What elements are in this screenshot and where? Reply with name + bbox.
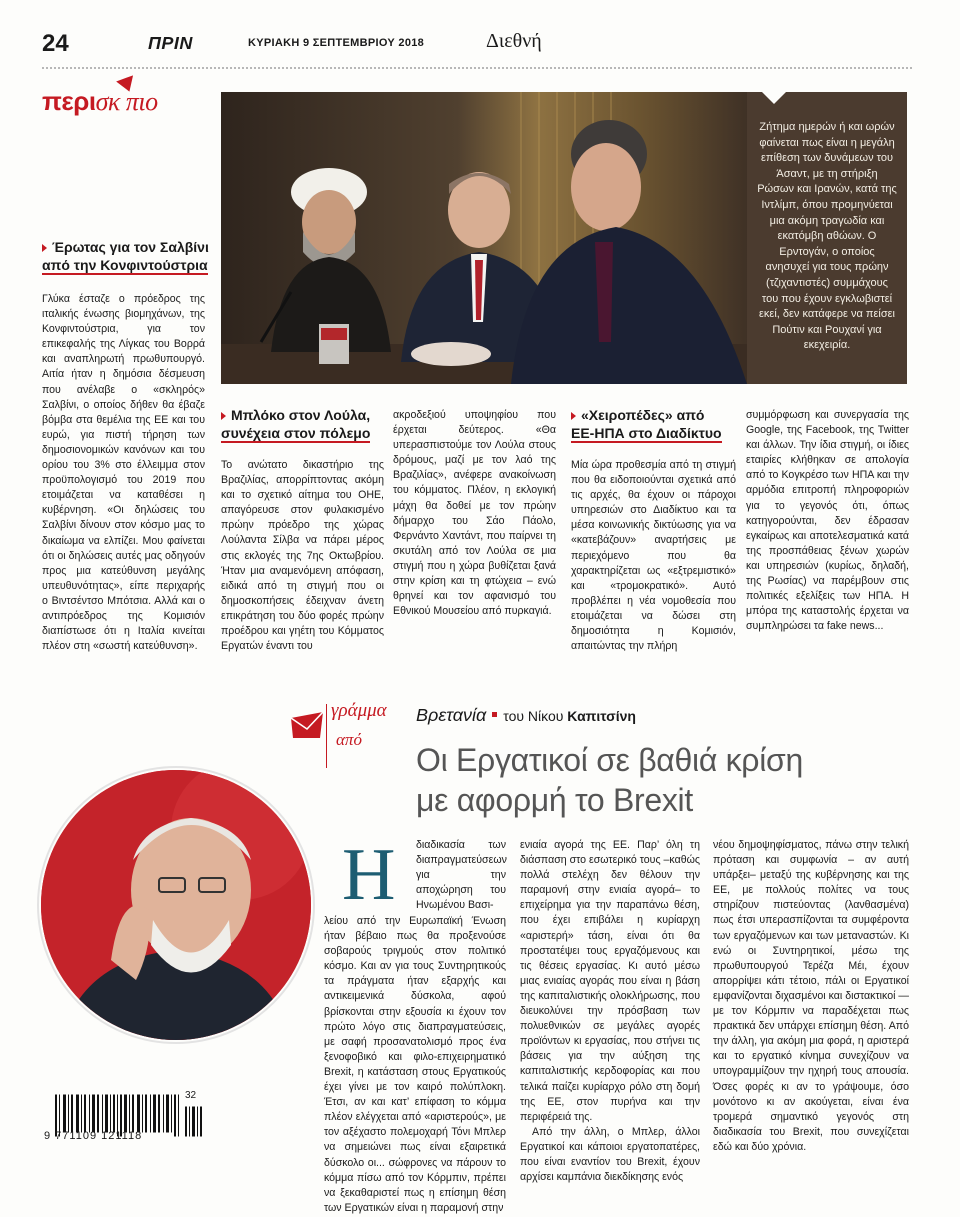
corbyn-portrait — [41, 770, 311, 1040]
barcode-number: 9 771109 121118 — [44, 1130, 143, 1142]
periskopio-part1: περι — [42, 86, 96, 116]
letter-byline — [503, 708, 636, 724]
letter-col2-p1: ενιαία αγορά της ΕΕ. Παρ’ όλη τη διάσπαση στο εσωτερικό τους –καθώς πολλά στελέχη δεν θέλουν την παραμονή στην ενιαία αγορά– το επιχείρημα για την παραπάνω θέση, που έχει επιβάλει η κυρίαρχη «αριστερή» τάση, είναι ότι θα προστατέψει τους εργαζόμενους και τις θέσεις εργασίας. Κι αυτό μέσω μιας ενιαίας αγοράς που είναι η βάση της καπιταλιστικής ολοκλήρωσης, που διευκολύνει την πρόσβαση των πολυεθνικών σε μεγάλες αγορές προϊόντων κι εργασίας, που στήνει τις βάσεις για την αύξηση της καπιταλιστικής κερδοφορίας και που τελικά παίζει κυρίαρχο ρόλο στη δομή της ΕΕ, στον πυρήνα και την περιφέρειά της. — [520, 839, 700, 1123]
periskopio-logo — [42, 86, 158, 117]
portrait-illustration — [41, 770, 311, 1040]
letter-col1-body: λείου από την Ευρωπαϊκή Ένωση ήταν βέβαιο πως θα προξενούσε σοβαρούς τριγμούς στον πολιτικό κόσμο. Και αν για τους Συντηρητικούς τα πράγματα ήταν εξαρχής και αντικειμενικά δύσκολα, αφού βρίσκονται στην εξουσία κι έχουν τον πρώτο λόγο στις διαπραγματεύσεις, με σαφή προσανατολισμό προς ένα ξενοφοβικό και φιλο-επιχειρηματικό Brexit, η κατάσταση στους Εργατικούς έχει γίνει με τον καιρό πολύπλοκη. Έτσι, αν και κατ’ επίφαση το κόμμα πλέον ελέγχεται από «αριστερούς», με τον αξέχαστο πολεμοχαρή Τόνι Μπλερ να σημειώνει πως είναι εξαιρετικά δύσκολο οι... σώφρονες να πάρουν το κόμμα πίσω από τον Κόρμπιν, πρέπει να ξεκαθαριστεί πως η επίσημη θέση των Εργατικών είναι η παραμονή στην — [324, 915, 506, 1214]
photo-caption-box — [747, 92, 907, 384]
letter-country-name: Βρετανία — [416, 705, 487, 725]
article3-heading-line2: ΕΕ-ΗΠΑ στο Διαδίκτυο — [571, 425, 722, 441]
letter-col1-lead: διαδικασία των διαπραγματεύσεων για την αποχώρηση του Ηνωμένου Βασι- — [416, 839, 507, 912]
red-dot-icon — [492, 712, 497, 717]
photo-illustration — [221, 92, 747, 384]
page-number: 24 — [42, 30, 69, 57]
letter-country — [416, 705, 636, 726]
article2-body-col1: Το ανώτατο δικαστήριο της Βραζιλίας, απορρίπτοντας ακόμη και το σχετικό αίτημα του ΟΗΕ, απαγόρευσε στον φυλακισμένο πρώην πρόεδρο της χώρας Λούλαντα Σίλβα να πάρει μέρος στις εκλογές της 7ης Οκτωβρίου. Ήταν μια αναμενόμενη απόφαση, ειδικά από τη στιγμή που οι δημοσκοπήσεις έδειχναν άνετη επικράτηση του δύο φορές πρώην προέδρου και γηέτη του Κόμματος Εργατών έναντι του — [221, 459, 384, 653]
letter-col2-p2: Από την άλλη, ο Μπλερ, άλλοι Εργατικοί και κάποιοι εργατοπατέρες, που είναι εναντίον του Brexit, έχουν αρχίσει καμπάνια διεκδίκησης ενός — [520, 1125, 700, 1184]
byline-name: Καπιτσίνη — [567, 708, 636, 724]
letter-col3: νέου δημοψηφίσματος, πάνω στην τελική πρόταση και συμφωνία – αν αυτή υπάρξει– μεταξύ της κυβέρνησης και της ΕΕ, με πολλούς πολίτες να τους στηρίζουν πιστεύοντας (λανθασμένα) πως έτσι υπερασπίζονται τα συμφέροντα των εργαζόμενων και των μεταναστών. Κι ενώ οι Συντηρητικοί, μέσω της πρωθυπουργού Τερέζα Μέι, έχουν απορρίψει κάτι τέτοιο, πάλι οι Εργατικοί εμφανίζονται διχασμένοι και διστακτικοί — με τον Κόρμπιν να παραδέχεται πως πρακτικά δεν υπάρχει επίσημη θέση. Από την άλλη, για ακόμη μια φορά, η αριστερά και το εργατικό κίνημα συνεχίζουν να υπογραμμίζουν την ηχηρή τους απουσία. Όσες φορές κι αν το γράψουμε, όσο μονότονο κι αν ακούγεται, είναι ένα τρομερά σημαντικό γεγονός στη διαδικασία του Brexit, που συνεχίζεται εδώ και δύο χρόνια. — [713, 839, 909, 1153]
envelope-icon — [290, 710, 324, 740]
periskopio-part2: σκ πιο — [95, 87, 158, 116]
barcode-supplement: 32 — [185, 1090, 197, 1101]
header-divider — [42, 67, 912, 69]
letter-label-from: από — [336, 730, 362, 749]
article1-body: Γλύκα έσταζε ο πρόεδρος της ιταλικής ένωσης βιομηχάνων, της Κονφιντούστρια, για τον επικεφαλής της Λίγκας του Βορρά και αναπληρωτή πρωθυπουργό. Αιτία ήταν η δημόσια δέσμευση που ανέλαβε ο «σκληρός» Σαλβίνι, ο οποίος δήθεν θα έβαζε βόμβα στα θεμέλια της ΕΕ και του ευρώ, για πιστή τήρηση των δημοσιονομικών κανόνων και του ορίου του 3% στο έλλειμμα στον προϋπολογισμό του 2019 που ετοιμάζεται να καταθέσει η κυβέρνηση. «Οι δηλώσεις του Σαλβίνι δίνουν στον κόσμο μας το δικαίωμα να ελπίζει. Μου φαίνεται ότι οι δηλώσεις αυτές μας οδηγούν προς μια κατεύθυνση μεγάλης υπευθυνότητας», είπε περιχαρής ο Βιντσέντσο Μπότσια. Αλλά και ο αντιπρόεδρος της Κομισιόν διαπίστωσε ότι η Ιταλία κινείται πλέον στη «σωστή κατεύθυνση». — [42, 293, 205, 653]
section-title: Διεθνή — [486, 30, 542, 52]
letter-label: γράμμα — [331, 700, 387, 721]
publication-logo: ΠΡΙΝ — [148, 33, 193, 53]
caption-notch — [762, 92, 786, 104]
article3-body-col1: Μία ώρα προθεσμία από τη στιγμή που θα ειδοποιούνται σχετικά από τις αρχές, θα έχουν οι πάροχοι υπηρεσιών στο Διαδίκτυο και τα μέσα κοινωνικής δικτύωσης για να «κατεβάζουν» αναρτήσεις με περιεχόμενο που θα χαρακτηρίζεται ως «εξτρεμιστικό» και «τρομοκρατικό». Αυτό προβλέπει η νέα νομοθεσία που ετοιμάζεται να δώσει στη δημοσιότητα η Κομισιόν, απαιτώντας την πλήρη — [571, 459, 736, 653]
letter-label-divider — [326, 704, 327, 768]
photo-caption: Ζήτημα ημερών ή και ωρών φαίνεται πως είναι η μεγάλη επίθεση των δυνάμεων του Άσαντ, με τη στήριξη Ρώσων και Ιρανών, κατά της Ιντλίμπ, όπου προμηνύεται μια ακόμη τραγωδία και εκατόμβη αθώων. Ο Ερντογάν, ο οποίος ανησυχεί για τους πρώην (τζιχαντιστές) συμμάχους του που έχουν εγκλωβιστεί εκεί, δεν κατάφερε να πείσει Πούτιν και Ρουχανί για εκεχειρία. — [757, 121, 897, 352]
article1-heading-line1: Έρωτας για τον Σαλβίνι — [52, 239, 209, 255]
article1-heading-line2: από την Κονφιντούστρια — [42, 257, 208, 273]
byline-prefix: του Νίκου — [503, 708, 564, 724]
article3-heading — [571, 406, 741, 442]
article2-heading — [221, 406, 391, 442]
dropcap: Η — [342, 834, 396, 916]
letter-title — [416, 740, 876, 820]
triangle-bullet-icon — [42, 244, 47, 252]
triangle-bullet-icon — [221, 412, 226, 420]
letter-title-line1: Οι Εργατικοί σε βαθιά κρίση — [416, 742, 803, 778]
article2-heading-line2: συνέχεια στον πόλεμο — [221, 425, 371, 441]
triangle-bullet-icon — [571, 412, 576, 420]
article2-heading-line1: Μπλόκο στον Λούλα, — [231, 407, 371, 423]
article1-heading — [42, 238, 212, 274]
letter-title-line2: με αφορμή το Brexit — [416, 782, 693, 818]
leaders-summit-photo — [221, 92, 747, 384]
article3-heading-line1: «Χειροπέδες» από — [581, 407, 705, 423]
letter-col2 — [520, 838, 700, 1185]
issue-date: ΚΥΡΙΑΚΗ 9 ΣΕΠΤΕΜΒΡΙΟΥ 2018 — [248, 37, 425, 49]
article3-body-col2: συμμόρφωση και συνεργασία της Google, της Facebook, της Twitter και άλλων. Την ίδια στιγμή, οι ίδιες εταιρίες κλήθηκαν σε απολογία από το Κογκρέσο των ΗΠΑ και την αρμόδια επιτροπή πληροφοριών για το γεγονός ότι, όπως κατηγορούνται, δεν έδρασαν εγκαίρως και αποτελεσματικά κατά της προσπάθειας ξένων χωρών και υπηρεσιών (κυρίως, δηλαδή, της Ρωσίας) να παρέμβουν στις πολιτικές εξελίξεις των ΗΠΑ. Η μπόρα της καταστολής έρχεται να συμπληρώσει τα fake news... — [746, 409, 909, 633]
article2-body-col2: ακροδεξιού υποψηφίου που έρχεται δεύτερος. «Θα υπερασπιστούμε τον Λούλα στους δρόμους, μαζί με τον λαό της Βραζιλίας», ανέφερε ανακοίνωση του κόμματος. Πλέον, η εκλογική μάχη θα δοθεί με τον πρώην δήμαρχο του Σάο Πάολο, Φερνάντο Χαντάντ, που παίρνει τη σκυτάλη από τον Λούλα σε μια στιγμή που η χώρα βυθίζεται ξανά στην κρίση και τη φτώχεια – ενώ θρηνεί και τον αφανισμό του Εθνικού Μουσείου από πυρκαγιά. — [393, 409, 556, 618]
